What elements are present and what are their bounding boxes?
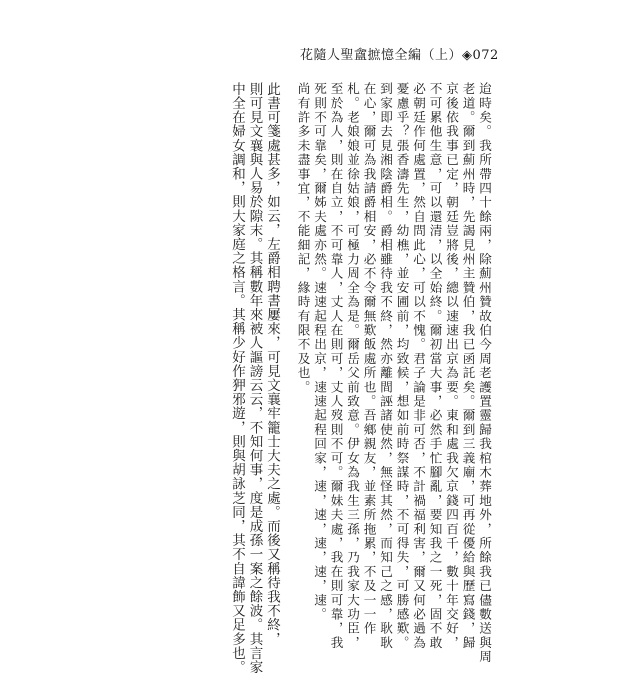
- text-column: 死則不可靠矣，爾姊夫處亦然。速速起程出京，速速起程回家，速，速，速，速，速。: [312, 82, 327, 622]
- vertical-text-block: [170, 82, 492, 674]
- section-gap: [278, 82, 292, 586]
- text-column: 必朝廷作何處置，然自問此心，可以不愧。君子論是非可否，不計禍福利害，爾又何必過為: [411, 82, 426, 650]
- text-column: 京後依我事已定，朝廷豈將後，總以速速出京為要。東和處我欠京錢四百千，數十年交好，: [444, 82, 459, 650]
- text-column: 至於為人，則在自立，不可靠人，丈人在則可，丈人歿則不可。爾妹夫處，我在則可靠，我: [328, 82, 344, 650]
- book-title: 花隨人聖盦摭憶全編（上）: [300, 48, 463, 63]
- text-column: 在心，爾可為我請爵相安，必不令爾無歎飯處所也。吾鄉親友，並素所拖累，不及一一作: [361, 82, 377, 636]
- text-column: 老道。爾到薊州時，先謁見州主贊伯，我已函託矣。爾到三義廟，可再從優給與歷寫錢，歸: [460, 82, 476, 650]
- commentary-text: [226, 82, 280, 674]
- commentary-column: 此書可箋處甚多，如云，左爵相聘書屢來，可見文襄牢籠士大夫之處。而後又稱待我不終，: [264, 82, 280, 646]
- text-column: 尚有許多未盡事宜，不能細記，緣時有限不及也。: [295, 82, 311, 395]
- text-column: 憂慮乎？張香濤先生，幼樵，並安圃前，均致候，想如前時祭謀時，不可得失，可勝感歎。: [394, 82, 410, 650]
- commentary-column: 則可見文襄與人易於隙末。其稱數年來被人謳謗云云，不知何事，度是成孫一案之餘波。其言家: [246, 82, 263, 674]
- text-column: 札。老娘娘並徐姑娘，可極力周全為是。爾岳父前致意。伊女為我生三孫，乃我家大功臣，: [345, 82, 360, 650]
- text-column: 不可累他生意，可以還清，以全始終。爾初當大事，必然手忙腳亂，要知我之一死，固不敢: [427, 82, 443, 650]
- text-column: 到家即去見湘陰爵相。爵相雖待我不終，然亦離間誣諸使然，無怪其然，而知己之感，耿耿: [378, 82, 393, 650]
- page-header: [300, 44, 499, 63]
- page-number: ◈072: [462, 48, 499, 63]
- letter-text: [292, 82, 492, 665]
- commentary-column: 中全在婦女調和，則大家庭之格言。其稱少好作狎邪遊，則與胡詠芝同，其不自諱飾又足多也。: [229, 82, 245, 674]
- text-column: 迨時矣。我所帶四十餘兩，除薊州贊故伯今周老護置靈歸我棺木葬地外，所餘我已儘數送與周: [477, 82, 492, 665]
